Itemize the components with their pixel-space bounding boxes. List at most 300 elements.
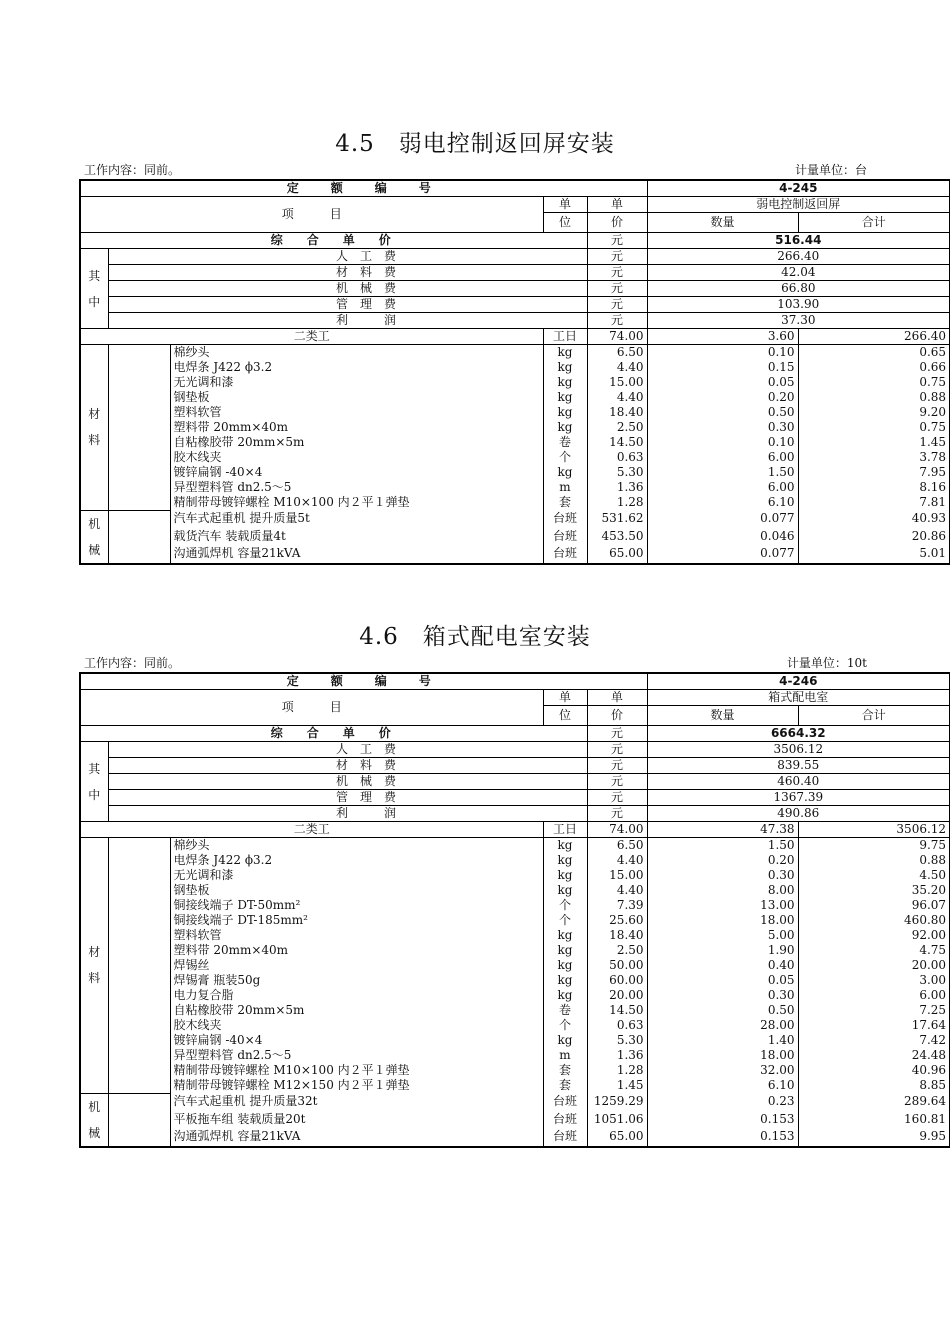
material-row xyxy=(80,480,950,495)
material-qty: 0.15 xyxy=(647,360,798,375)
material-row xyxy=(80,405,950,420)
material-price: 25.60 xyxy=(587,913,647,928)
material-qty: 0.10 xyxy=(647,435,798,450)
breakdown-unit: 元 xyxy=(587,742,647,758)
materials-group-label: 材料 xyxy=(80,345,108,511)
material-price: 15.00 xyxy=(587,375,647,390)
measure-unit: 计量单位：台 xyxy=(794,163,867,177)
material-row xyxy=(80,420,950,435)
material-qty: 18.00 xyxy=(647,1048,798,1063)
machinery-row xyxy=(80,545,950,564)
material-row xyxy=(80,958,950,973)
unit-col-head-bottom: 位 xyxy=(543,213,587,233)
material-total: 0.88 xyxy=(798,390,950,405)
breakdown-value: 490.86 xyxy=(647,806,950,822)
material-total: 0.75 xyxy=(798,375,950,390)
machinery-group-label: 机械 xyxy=(80,1093,108,1147)
labor-row xyxy=(80,329,950,345)
material-row xyxy=(80,913,950,928)
item-name: 弱电控制返回屏 xyxy=(647,197,950,213)
material-row xyxy=(80,943,950,958)
material-row xyxy=(80,495,950,510)
material-qty: 0.30 xyxy=(647,868,798,883)
machinery-name: 汽车式起重机 提升质量32t xyxy=(170,1093,543,1110)
material-price: 14.50 xyxy=(587,435,647,450)
material-unit: 卷 xyxy=(543,435,587,450)
material-name: 自粘橡胶带 20mm×5m xyxy=(170,435,543,450)
material-price: 5.30 xyxy=(587,465,647,480)
item-label: 项 目 xyxy=(80,197,543,233)
material-row xyxy=(80,390,950,405)
material-unit: kg xyxy=(543,390,587,405)
material-qty: 6.10 xyxy=(647,1078,798,1093)
material-price: 1.45 xyxy=(587,1078,647,1093)
material-name: 镀锌扁钢 -40×4 xyxy=(170,1033,543,1048)
quota-section-4-6 xyxy=(79,620,947,1148)
material-price: 1.36 xyxy=(587,480,647,495)
material-row xyxy=(80,465,950,480)
unit-col-head-bottom: 位 xyxy=(543,706,587,726)
machinery-total: 9.95 xyxy=(798,1128,950,1147)
material-name: 铜接线端子 DT-185mm² xyxy=(170,913,543,928)
material-name: 棉纱头 xyxy=(170,345,543,361)
price-col-head-top: 单 xyxy=(587,690,647,706)
material-qty: 6.00 xyxy=(647,480,798,495)
breakdown-value: 66.80 xyxy=(647,281,950,297)
machinery-spacer xyxy=(108,510,170,564)
breakdown-label: 人 工 费 xyxy=(108,249,587,265)
breakdown-unit: 元 xyxy=(587,758,647,774)
breakdown-group-label: 其中 xyxy=(80,742,108,822)
machinery-unit: 台班 xyxy=(543,1110,587,1127)
material-qty: 0.05 xyxy=(647,973,798,988)
material-price: 4.40 xyxy=(587,853,647,868)
material-unit: kg xyxy=(543,345,587,361)
breakdown-label: 管 理 费 xyxy=(108,790,587,806)
breakdown-label: 利 润 xyxy=(108,806,587,822)
breakdown-unit: 元 xyxy=(587,774,647,790)
breakdown-row xyxy=(80,265,950,281)
material-total: 92.00 xyxy=(798,928,950,943)
material-name: 电焊条 J422 ϕ3.2 xyxy=(170,853,543,868)
machinery-row xyxy=(80,1128,950,1147)
breakdown-label: 材 料 费 xyxy=(108,265,587,281)
material-name: 塑料带 20mm×40m xyxy=(170,420,543,435)
material-price: 4.40 xyxy=(587,360,647,375)
breakdown-label: 机 械 费 xyxy=(108,774,587,790)
material-unit: kg xyxy=(543,958,587,973)
machinery-qty: 0.046 xyxy=(647,527,798,544)
material-price: 6.50 xyxy=(587,838,647,854)
material-price: 4.40 xyxy=(587,883,647,898)
material-qty: 1.50 xyxy=(647,465,798,480)
machinery-total: 40.93 xyxy=(798,510,950,527)
work-content: 工作内容：同前。 xyxy=(84,656,181,670)
material-name: 塑料软管 xyxy=(170,928,543,943)
machinery-total: 20.86 xyxy=(798,527,950,544)
material-unit: kg xyxy=(543,943,587,958)
labor-total: 3506.12 xyxy=(798,822,950,838)
machinery-total: 289.64 xyxy=(798,1093,950,1110)
header-row xyxy=(80,197,950,213)
machinery-total: 160.81 xyxy=(798,1110,950,1127)
material-unit: kg xyxy=(543,405,587,420)
material-qty: 0.10 xyxy=(647,345,798,361)
header-code-row xyxy=(80,180,950,197)
material-qty: 0.50 xyxy=(647,405,798,420)
composite-value: 516.44 xyxy=(647,233,950,249)
machinery-row xyxy=(80,527,950,544)
labor-row xyxy=(80,822,950,838)
material-total: 20.00 xyxy=(798,958,950,973)
material-name: 钢垫板 xyxy=(170,883,543,898)
material-name: 自粘橡胶带 20mm×5m xyxy=(170,1003,543,1018)
material-unit: 套 xyxy=(543,1078,587,1093)
material-total: 3.78 xyxy=(798,450,950,465)
breakdown-unit: 元 xyxy=(587,281,647,297)
material-row xyxy=(80,973,950,988)
quota-code: 4-245 xyxy=(647,180,950,197)
machinery-price: 1259.29 xyxy=(587,1093,647,1110)
material-price: 2.50 xyxy=(587,420,647,435)
composite-unit: 元 xyxy=(587,726,647,742)
quota-section-4-5 xyxy=(79,127,947,565)
material-name: 异型塑料管 dn2.5～5 xyxy=(170,1048,543,1063)
material-price: 6.50 xyxy=(587,345,647,361)
breakdown-value: 103.90 xyxy=(647,297,950,313)
breakdown-row xyxy=(80,281,950,297)
machinery-group-label: 机械 xyxy=(80,510,108,564)
item-label: 项 目 xyxy=(80,690,543,726)
material-price: 18.40 xyxy=(587,405,647,420)
machinery-unit: 台班 xyxy=(543,527,587,544)
material-total: 96.07 xyxy=(798,898,950,913)
material-price: 4.40 xyxy=(587,390,647,405)
material-unit: kg xyxy=(543,883,587,898)
material-unit: kg xyxy=(543,420,587,435)
labor-total: 266.40 xyxy=(798,329,950,345)
breakdown-row xyxy=(80,313,950,329)
material-unit: m xyxy=(543,480,587,495)
material-row xyxy=(80,1033,950,1048)
breakdown-value: 1367.39 xyxy=(647,790,950,806)
machinery-total: 5.01 xyxy=(798,545,950,564)
code-label: 定 额 编 号 xyxy=(80,673,647,690)
material-total: 4.50 xyxy=(798,868,950,883)
material-name: 铜接线端子 DT-50mm² xyxy=(170,898,543,913)
material-name: 电焊条 J422 ϕ3.2 xyxy=(170,360,543,375)
material-row xyxy=(80,853,950,868)
material-qty: 6.10 xyxy=(647,495,798,510)
breakdown-label: 人 工 费 xyxy=(108,742,587,758)
labor-qty: 47.38 xyxy=(647,822,798,838)
material-price: 50.00 xyxy=(587,958,647,973)
materials-group-label: 材料 xyxy=(80,838,108,1094)
material-unit: kg xyxy=(543,868,587,883)
machinery-qty: 0.23 xyxy=(647,1093,798,1110)
section-meta xyxy=(79,161,871,179)
material-total: 3.00 xyxy=(798,973,950,988)
material-qty: 1.50 xyxy=(647,838,798,854)
material-name: 精制带母镀锌螺栓 M10×100 内２平１弹垫 xyxy=(170,495,543,510)
machinery-price: 453.50 xyxy=(587,527,647,544)
material-unit: m xyxy=(543,1048,587,1063)
material-name: 棉纱头 xyxy=(170,838,543,854)
breakdown-value: 42.04 xyxy=(647,265,950,281)
material-unit: kg xyxy=(543,973,587,988)
material-total: 9.20 xyxy=(798,405,950,420)
material-total: 35.20 xyxy=(798,883,950,898)
material-row xyxy=(80,345,950,361)
material-name: 钢垫板 xyxy=(170,390,543,405)
material-total: 1.45 xyxy=(798,435,950,450)
composite-price-row xyxy=(80,233,950,249)
machinery-price: 65.00 xyxy=(587,1128,647,1147)
machinery-price: 531.62 xyxy=(587,510,647,527)
unit-col-head-top: 单 xyxy=(543,690,587,706)
section-meta xyxy=(79,654,871,672)
material-qty: 32.00 xyxy=(647,1063,798,1078)
breakdown-unit: 元 xyxy=(587,249,647,265)
breakdown-value: 460.40 xyxy=(647,774,950,790)
material-total: 0.65 xyxy=(798,345,950,361)
material-price: 0.63 xyxy=(587,450,647,465)
machinery-row xyxy=(80,1093,950,1110)
machinery-name: 沟通弧焊机 容量21kVA xyxy=(170,545,543,564)
composite-label: 综 合 单 价 xyxy=(80,726,587,742)
qty-label: 数量 xyxy=(647,213,798,233)
material-qty: 5.00 xyxy=(647,928,798,943)
machinery-price: 1051.06 xyxy=(587,1110,647,1127)
material-total: 8.85 xyxy=(798,1078,950,1093)
machinery-name: 载货汽车 装载质量4t xyxy=(170,527,543,544)
material-unit: kg xyxy=(543,928,587,943)
materials-spacer xyxy=(108,345,170,511)
total-label: 合计 xyxy=(798,213,950,233)
material-unit: kg xyxy=(543,465,587,480)
material-row xyxy=(80,928,950,943)
material-row xyxy=(80,1003,950,1018)
material-total: 7.81 xyxy=(798,495,950,510)
material-unit: kg xyxy=(543,853,587,868)
material-unit: 个 xyxy=(543,898,587,913)
material-row xyxy=(80,883,950,898)
material-unit: 套 xyxy=(543,1063,587,1078)
machinery-name: 沟通弧焊机 容量21kVA xyxy=(170,1128,543,1147)
breakdown-value: 266.40 xyxy=(647,249,950,265)
material-total: 40.96 xyxy=(798,1063,950,1078)
labor-unit: 工日 xyxy=(543,329,587,345)
labor-price: 74.00 xyxy=(587,329,647,345)
material-total: 4.75 xyxy=(798,943,950,958)
section-title: 4.6 箱式配电室安装 xyxy=(359,624,591,650)
material-unit: 卷 xyxy=(543,1003,587,1018)
material-price: 14.50 xyxy=(587,1003,647,1018)
material-price: 20.00 xyxy=(587,988,647,1003)
breakdown-value: 839.55 xyxy=(647,758,950,774)
material-row xyxy=(80,988,950,1003)
material-qty: 1.90 xyxy=(647,943,798,958)
item-name: 箱式配电室 xyxy=(647,690,950,706)
breakdown-row xyxy=(80,790,950,806)
material-qty: 0.50 xyxy=(647,1003,798,1018)
header-code-row xyxy=(80,673,950,690)
breakdown-label: 材 料 费 xyxy=(108,758,587,774)
material-row xyxy=(80,435,950,450)
machinery-unit: 台班 xyxy=(543,510,587,527)
material-row xyxy=(80,375,950,390)
material-price: 60.00 xyxy=(587,973,647,988)
material-qty: 0.05 xyxy=(647,375,798,390)
material-qty: 6.00 xyxy=(647,450,798,465)
material-price: 0.63 xyxy=(587,1018,647,1033)
machinery-unit: 台班 xyxy=(543,545,587,564)
material-total: 0.66 xyxy=(798,360,950,375)
material-total: 24.48 xyxy=(798,1048,950,1063)
material-name: 塑料软管 xyxy=(170,405,543,420)
material-name: 无光调和漆 xyxy=(170,868,543,883)
machinery-qty: 0.077 xyxy=(647,545,798,564)
material-row xyxy=(80,450,950,465)
machinery-row xyxy=(80,510,950,527)
material-unit: kg xyxy=(543,838,587,854)
breakdown-group-label: 其中 xyxy=(80,249,108,329)
qty-label: 数量 xyxy=(647,706,798,726)
material-row xyxy=(80,868,950,883)
material-name: 镀锌扁钢 -40×4 xyxy=(170,465,543,480)
machinery-price: 65.00 xyxy=(587,545,647,564)
total-label: 合计 xyxy=(798,706,950,726)
breakdown-unit: 元 xyxy=(587,790,647,806)
material-total: 17.64 xyxy=(798,1018,950,1033)
material-name: 无光调和漆 xyxy=(170,375,543,390)
material-price: 7.39 xyxy=(587,898,647,913)
material-total: 7.25 xyxy=(798,1003,950,1018)
labor-qty: 3.60 xyxy=(647,329,798,345)
breakdown-label: 利 润 xyxy=(108,313,587,329)
material-name: 焊锡膏 瓶装50g xyxy=(170,973,543,988)
price-col-head-bottom: 价 xyxy=(587,706,647,726)
material-qty: 0.20 xyxy=(647,853,798,868)
material-total: 460.80 xyxy=(798,913,950,928)
material-total: 9.75 xyxy=(798,838,950,854)
quota-table xyxy=(79,179,950,565)
material-price: 15.00 xyxy=(587,868,647,883)
material-row xyxy=(80,1063,950,1078)
material-row xyxy=(80,1048,950,1063)
labor-price: 74.00 xyxy=(587,822,647,838)
material-unit: kg xyxy=(543,988,587,1003)
materials-spacer xyxy=(108,838,170,1094)
material-unit: 个 xyxy=(543,913,587,928)
composite-unit: 元 xyxy=(587,233,647,249)
breakdown-row xyxy=(80,249,950,265)
breakdown-row xyxy=(80,742,950,758)
breakdown-row xyxy=(80,774,950,790)
material-row xyxy=(80,1018,950,1033)
material-unit: kg xyxy=(543,360,587,375)
material-price: 1.28 xyxy=(587,1063,647,1078)
material-qty: 0.30 xyxy=(647,988,798,1003)
material-row xyxy=(80,838,950,854)
material-unit: 个 xyxy=(543,1018,587,1033)
composite-price-row xyxy=(80,726,950,742)
machinery-spacer xyxy=(108,1093,170,1147)
material-unit: 套 xyxy=(543,495,587,510)
material-unit: kg xyxy=(543,375,587,390)
material-qty: 18.00 xyxy=(647,913,798,928)
breakdown-unit: 元 xyxy=(587,313,647,329)
material-total: 8.16 xyxy=(798,480,950,495)
machinery-row xyxy=(80,1110,950,1127)
material-total: 7.95 xyxy=(798,465,950,480)
unit-col-head-top: 单 xyxy=(543,197,587,213)
material-name: 胶木线夹 xyxy=(170,1018,543,1033)
breakdown-row xyxy=(80,297,950,313)
quota-table xyxy=(79,672,950,1148)
breakdown-value: 37.30 xyxy=(647,313,950,329)
breakdown-label: 机 械 费 xyxy=(108,281,587,297)
material-name: 异型塑料管 dn2.5～5 xyxy=(170,480,543,495)
material-row xyxy=(80,360,950,375)
material-name: 精制带母镀锌螺栓 M10×100 内２平１弹垫 xyxy=(170,1063,543,1078)
breakdown-unit: 元 xyxy=(587,806,647,822)
measure-unit: 计量单位：10t xyxy=(786,656,867,670)
material-price: 18.40 xyxy=(587,928,647,943)
machinery-name: 汽车式起重机 提升质量5t xyxy=(170,510,543,527)
material-qty: 8.00 xyxy=(647,883,798,898)
material-qty: 13.00 xyxy=(647,898,798,913)
machinery-qty: 0.153 xyxy=(647,1128,798,1147)
labor-unit: 工日 xyxy=(543,822,587,838)
header-row xyxy=(80,690,950,706)
material-qty: 28.00 xyxy=(647,1018,798,1033)
material-price: 5.30 xyxy=(587,1033,647,1048)
material-total: 0.75 xyxy=(798,420,950,435)
material-row xyxy=(80,1078,950,1093)
machinery-unit: 台班 xyxy=(543,1128,587,1147)
price-col-head-top: 单 xyxy=(587,197,647,213)
material-unit: kg xyxy=(543,1033,587,1048)
material-price: 2.50 xyxy=(587,943,647,958)
material-qty: 0.20 xyxy=(647,390,798,405)
material-price: 1.36 xyxy=(587,1048,647,1063)
material-qty: 0.30 xyxy=(647,420,798,435)
material-total: 0.88 xyxy=(798,853,950,868)
labor-label: 二类工 xyxy=(80,329,543,345)
breakdown-row xyxy=(80,758,950,774)
code-label: 定 额 编 号 xyxy=(80,180,647,197)
work-content: 工作内容：同前。 xyxy=(84,163,181,177)
labor-label: 二类工 xyxy=(80,822,543,838)
material-unit: 个 xyxy=(543,450,587,465)
material-qty: 0.40 xyxy=(647,958,798,973)
breakdown-unit: 元 xyxy=(587,265,647,281)
machinery-qty: 0.077 xyxy=(647,510,798,527)
material-total: 6.00 xyxy=(798,988,950,1003)
material-qty: 1.40 xyxy=(647,1033,798,1048)
machinery-qty: 0.153 xyxy=(647,1110,798,1127)
quota-code: 4-246 xyxy=(647,673,950,690)
material-row xyxy=(80,898,950,913)
material-name: 电力复合脂 xyxy=(170,988,543,1003)
price-col-head-bottom: 价 xyxy=(587,213,647,233)
breakdown-value: 3506.12 xyxy=(647,742,950,758)
machinery-name: 平板拖车组 装载质量20t xyxy=(170,1110,543,1127)
composite-label: 综 合 单 价 xyxy=(80,233,587,249)
material-name: 塑料带 20mm×40m xyxy=(170,943,543,958)
breakdown-row xyxy=(80,806,950,822)
